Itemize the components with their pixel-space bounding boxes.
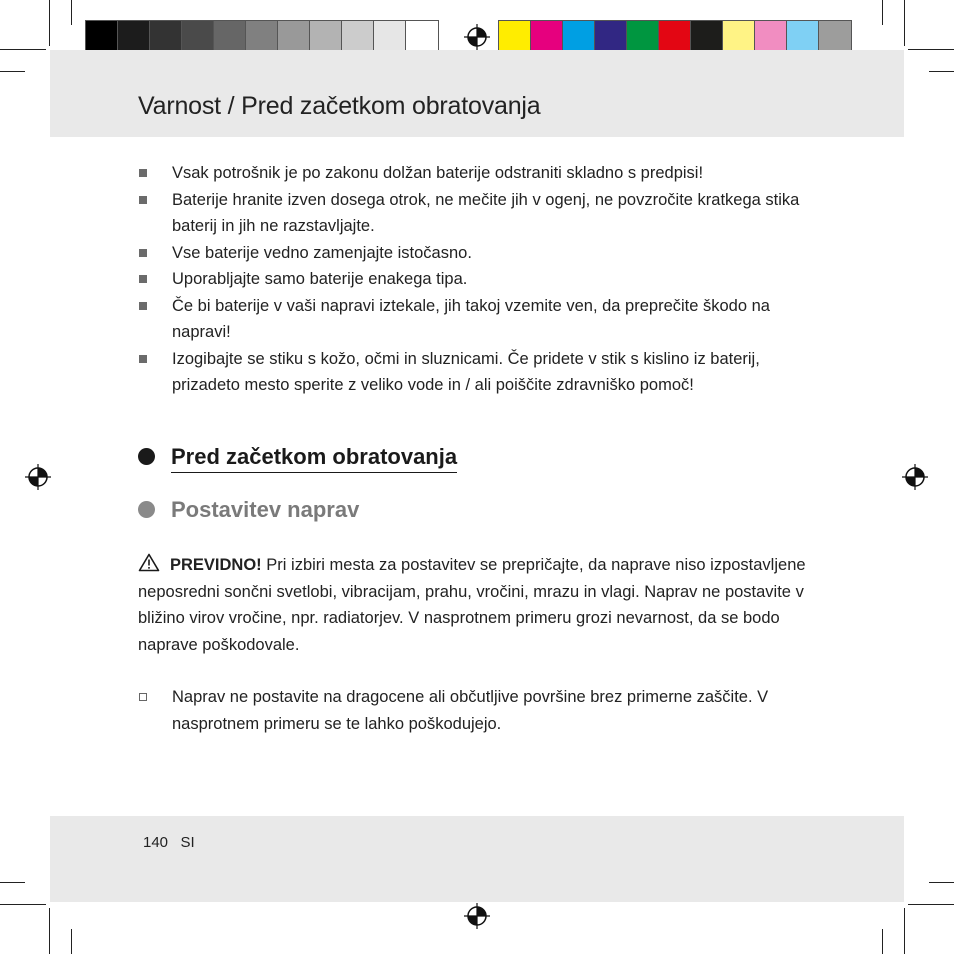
warning-label: PREVIDNO! [170,556,262,574]
subsection-heading [138,497,359,523]
list-item: Uporabljajte samo baterije enakega tipa. [138,266,818,293]
registration-mark-icon [464,24,490,50]
crop-mark [908,49,954,50]
bullet-dot-icon [138,501,155,518]
crop-mark [0,904,46,905]
crop-mark [0,49,46,50]
page-number: 140 [143,834,169,851]
page-footer [143,834,195,851]
crop-mark [49,908,50,954]
crop-mark [49,0,50,46]
warning-paragraph [138,552,818,658]
crop-mark [71,0,72,25]
registration-mark-icon [902,464,928,490]
crop-mark [929,882,954,883]
page-title: Varnost / Pred začetkom obratovanja [138,92,541,120]
crop-mark [0,71,25,72]
section-heading-text: Pred začetkom obratovanja [171,444,457,473]
crop-mark [929,71,954,72]
checklist-item-text: Naprav ne postavite na dragocene ali občutljive površine brez primerne zaščite. V nasprotnem primeru se te lahko poškodujejo. [172,688,769,733]
warning-text: Pri izbiri mesta za postavitev se prepričajte, da naprave niso izpostavljene neposredni sončni svetlobi, vibracijam, prahu, vročini, mrazu in vlagi. Naprav ne postavite v bližino virov vročine, npr. radiatorjev. V nasprotnem primeru grozi nevarnost, da se bodo naprave poškodovale. [138,556,806,654]
crop-mark [882,929,883,954]
safety-bullet-list [138,160,818,399]
bullet-dot-icon [138,448,155,465]
crop-mark [904,0,905,46]
list-item: Če bi baterije v vaši napravi iztekale, jih takoj vzemite ven, da preprečite škodo na napravi! [138,293,818,346]
list-item: Izogibajte se stiku s kožo, očmi in sluznicami. Če pridete v stik s kislino iz baterij, prizadeto mesto sperite z veliko vode in / ali poiščite zdravniško pomoč! [138,346,818,399]
footer-band [50,816,904,902]
checkbox-square-icon [139,693,147,701]
registration-mark-icon [25,464,51,490]
list-item: Vsak potrošnik je po zakonu dolžan baterije odstraniti skladno s predpisi! [138,160,818,187]
warning-triangle-icon [138,553,160,572]
crop-mark [904,908,905,954]
list-item: Baterije hranite izven dosega otrok, ne mečite jih v ogenj, ne povzročite kratkega stika baterij in jih ne razstavljajte. [138,187,818,240]
checklist-item [138,684,818,737]
crop-mark [0,882,25,883]
registration-mark-icon [464,903,490,929]
subsection-heading-text: Postavitev naprav [171,497,360,522]
crop-mark [71,929,72,954]
crop-mark [882,0,883,25]
language-code: SI [180,834,195,851]
list-item: Vse baterije vedno zamenjajte istočasno. [138,240,818,267]
crop-mark [908,904,954,905]
section-heading [138,444,457,470]
